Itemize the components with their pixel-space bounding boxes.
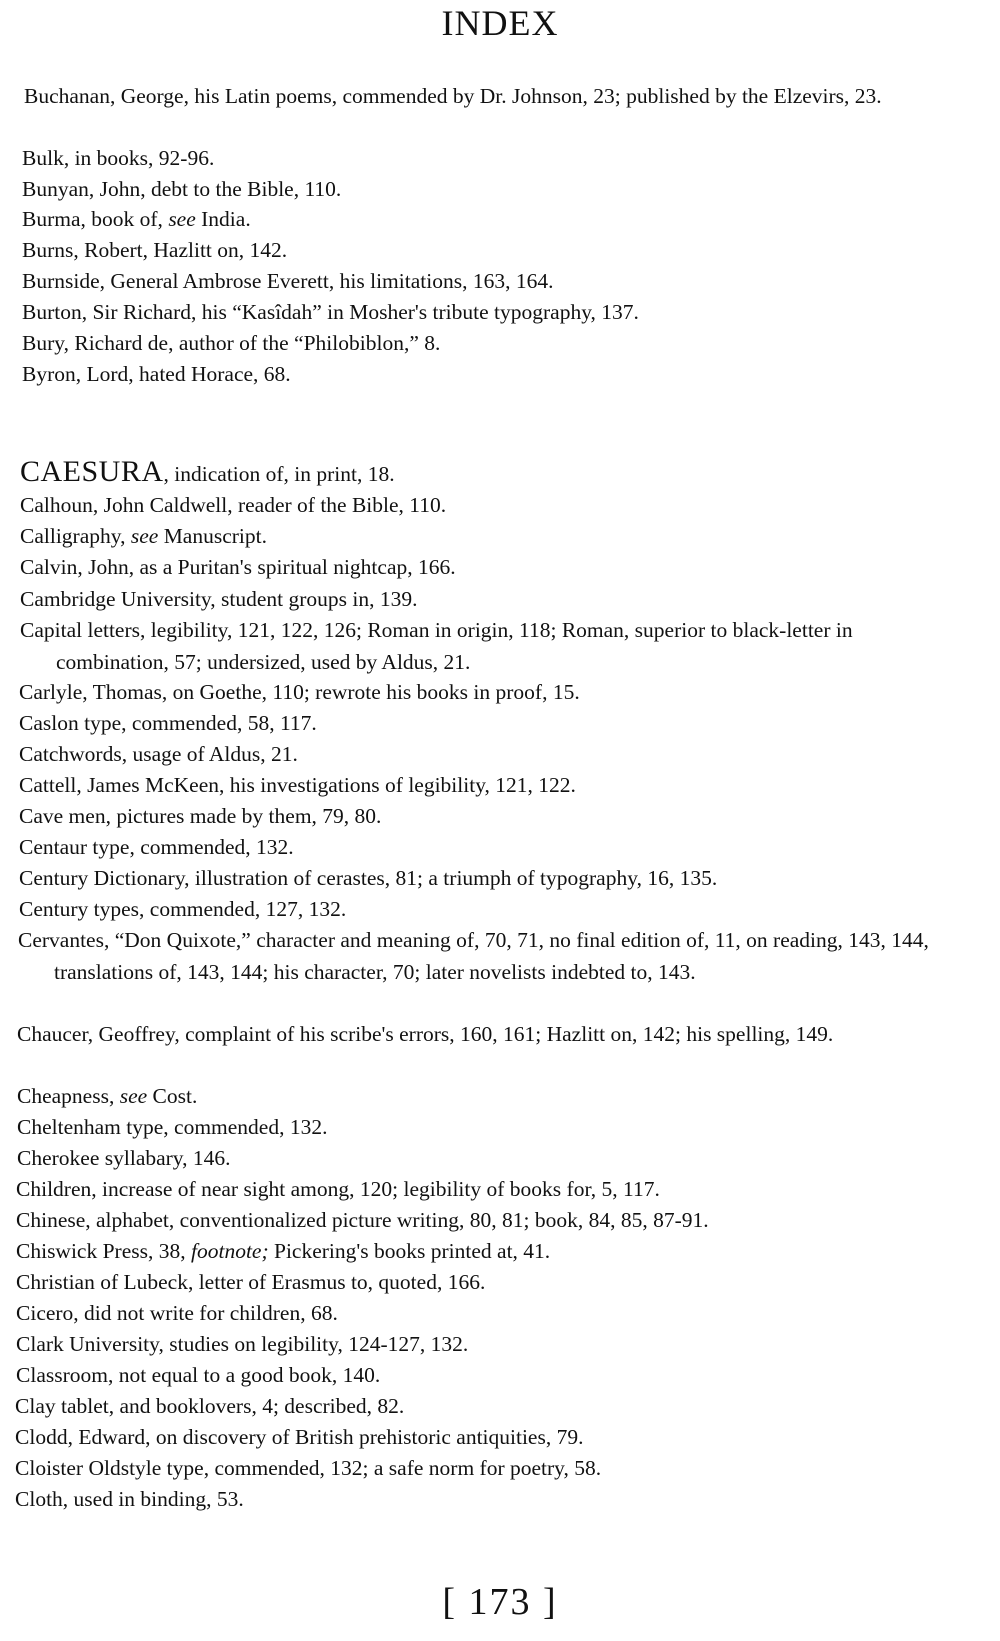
- index-entry: [19, 707, 936, 739]
- entry-text: Calhoun, John Caldwell, reader of the Bible, 110.: [20, 493, 447, 517]
- index-entry: [16, 1266, 936, 1298]
- entry-text: Chaucer, Geoffrey, complaint of his scribe's errors, 160, 161; Hazlitt on, 142; his spelling, 149.: [17, 1022, 834, 1046]
- entry-text: Cost.: [147, 1084, 198, 1108]
- entry-text: Catchwords, usage of Aldus, 21.: [19, 742, 298, 766]
- entry-text: Century Dictionary, illustration of cerastes, 81; a triumph of typography, 16, 135.: [19, 866, 718, 890]
- index-entry: [19, 893, 936, 925]
- index-entry: [22, 234, 936, 266]
- entry-text: Caslon type, commended, 58, 117.: [19, 711, 317, 735]
- index-entry: [22, 296, 936, 328]
- index-entry: [17, 1142, 936, 1174]
- index-entry: [17, 1111, 936, 1143]
- entry-text: Cloth, used in binding, 53.: [15, 1487, 244, 1511]
- entry-text: Children, increase of near sight among, 120; legibility of books for, 5, 117.: [16, 1177, 660, 1201]
- index-entry: [20, 614, 936, 678]
- entry-text: Cheapness,: [17, 1084, 120, 1108]
- entry-text: Calligraphy,: [20, 524, 131, 548]
- entry-text: Century types, commended, 127, 132.: [19, 897, 347, 921]
- entry-text: Burma, book of,: [22, 207, 169, 231]
- entry-text: Calvin, John, as a Puritan's spiritual nightcap, 166.: [20, 555, 456, 579]
- entry-text: Classroom, not equal to a good book, 140.: [16, 1363, 381, 1387]
- index-entry: [17, 1018, 936, 1050]
- entry-text: Centaur type, commended, 132.: [19, 835, 294, 859]
- index-entry: [18, 924, 936, 988]
- page-title: INDEX: [441, 3, 559, 43]
- index-entry: [19, 831, 936, 863]
- section-dropcap: CAESURA: [20, 455, 164, 488]
- index-entry: [16, 1173, 936, 1205]
- index-entry: [24, 80, 936, 112]
- index-entry: [16, 1328, 936, 1360]
- entry-text: Cambridge University, student groups in, 139.: [20, 587, 418, 611]
- entry-text: Cave men, pictures made by them, 79, 80.: [19, 804, 382, 828]
- index-entry: [16, 1204, 936, 1236]
- index-entry: [22, 358, 936, 390]
- entry-text: India.: [195, 207, 251, 231]
- entry-text: Cloister Oldstyle type, commended, 132; a safe norm for poetry, 58.: [15, 1456, 602, 1480]
- index-entry: [15, 1421, 936, 1453]
- entry-text: Clodd, Edward, on discovery of British prehistoric antiquities, 79.: [15, 1425, 584, 1449]
- index-entry: [20, 455, 936, 490]
- entry-italic: see: [130, 524, 159, 548]
- index-entry: [20, 583, 936, 615]
- entry-text: Pickering's books printed at, 41.: [268, 1239, 551, 1263]
- entry-text: , indication of, in print, 18.: [163, 462, 395, 486]
- entry-text: Cicero, did not write for children, 68.: [16, 1301, 338, 1325]
- index-entry: [20, 489, 936, 521]
- index-entry: [20, 551, 936, 583]
- index-entry: [15, 1483, 936, 1515]
- index-entry: [19, 862, 936, 894]
- index-entry: [16, 1359, 936, 1391]
- index-entry: [19, 676, 936, 708]
- index-entry: [16, 1297, 936, 1329]
- index-entry: [15, 1390, 936, 1422]
- entry-italic: see: [119, 1084, 148, 1108]
- index-entry: [19, 738, 936, 770]
- entry-text: Chinese, alphabet, conventionalized picture writing, 80, 81; book, 84, 85, 87-91.: [16, 1208, 709, 1232]
- entry-text: Cervantes, “Don Quixote,” character and meaning of, 70, 71, no final edition of, 11, on reading, 143, 144, translations of, 143, 144; his character, 70; later novelists indebted to, 143.: [18, 928, 929, 984]
- index-entry: [20, 520, 936, 552]
- entry-text: Bunyan, John, debt to the Bible, 110.: [22, 177, 342, 201]
- entry-text: Cherokee syllabary, 146.: [17, 1146, 231, 1170]
- entry-italic: footnote;: [191, 1239, 269, 1263]
- entry-italic: see: [168, 207, 196, 231]
- index-entry: [19, 800, 936, 832]
- index-entry: [17, 1080, 936, 1112]
- index-entry: [22, 327, 936, 359]
- index-entry: [22, 173, 936, 205]
- page-number: [ 173 ]: [442, 1581, 558, 1623]
- entry-text: Burton, Sir Richard, his “Kasîdah” in Mosher's tribute typography, 137.: [22, 300, 639, 324]
- entry-text: Cheltenham type, commended, 132.: [17, 1115, 328, 1139]
- index-entry: [19, 769, 936, 801]
- entry-text: Burns, Robert, Hazlitt on, 142.: [22, 238, 288, 262]
- index-entry: [16, 1235, 936, 1267]
- entry-text: Clay tablet, and booklovers, 4; described, 82.: [15, 1394, 405, 1418]
- entry-text: Byron, Lord, hated Horace, 68.: [22, 362, 291, 386]
- entry-text: Bury, Richard de, author of the “Philobiblon,” 8.: [22, 331, 441, 355]
- entry-text: Buchanan, George, his Latin poems, commended by Dr. Johnson, 23; published by the Elzevirs, 23.: [24, 84, 882, 108]
- entry-text: Manuscript.: [158, 524, 267, 548]
- entry-text: Chiswick Press, 38,: [16, 1239, 191, 1263]
- entry-text: Burnside, General Ambrose Everett, his limitations, 163, 164.: [22, 269, 554, 293]
- index-entry: [22, 265, 936, 297]
- entry-text: Carlyle, Thomas, on Goethe, 110; rewrote his books in proof, 15.: [19, 680, 580, 704]
- entry-text: Bulk, in books, 92-96.: [22, 146, 215, 170]
- entry-text: Capital letters, legibility, 121, 122, 126; Roman in origin, 118; Roman, superior to black-letter in combination, 57; undersized, used by Aldus, 21.: [20, 618, 853, 674]
- index-entry: [15, 1452, 936, 1484]
- entry-text: Cattell, James McKeen, his investigations of legibility, 121, 122.: [19, 773, 576, 797]
- entry-text: Clark University, studies on legibility, 124-127, 132.: [16, 1332, 469, 1356]
- index-entry: [22, 203, 936, 235]
- entry-text: Christian of Lubeck, letter of Erasmus to, quoted, 166.: [16, 1270, 486, 1294]
- index-entry: [22, 142, 936, 174]
